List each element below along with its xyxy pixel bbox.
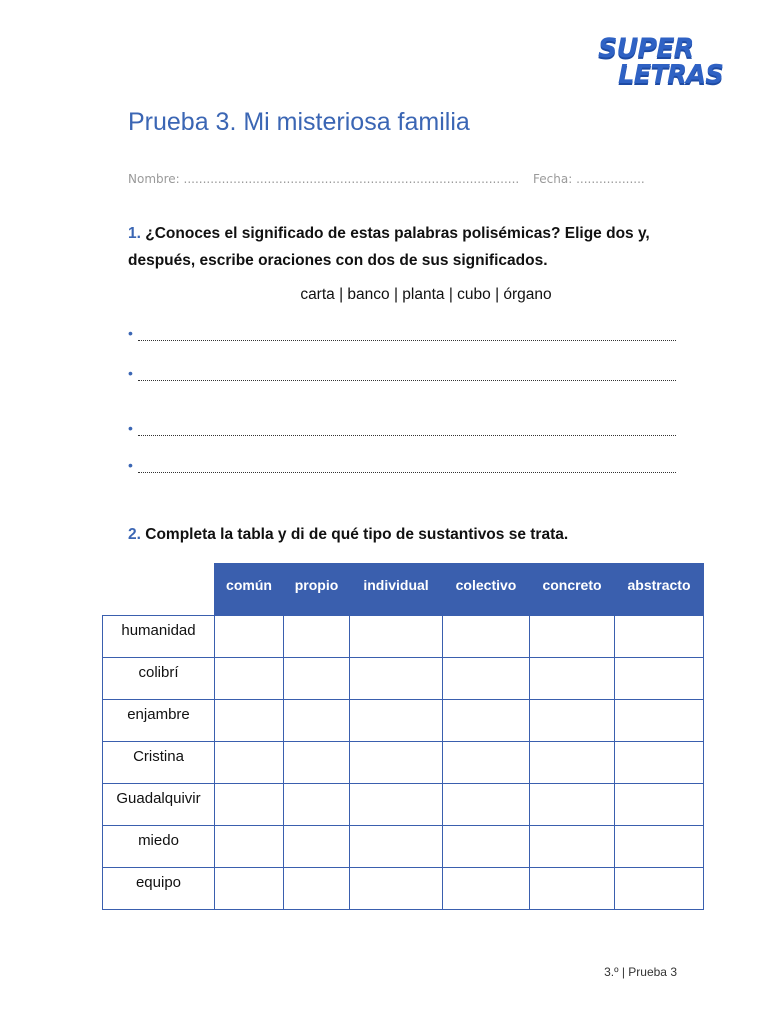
table-row	[103, 742, 704, 784]
question-1-text: ¿Conoces el significado de estas palabras polisémicas? Elige dos y, después, escribe oraciones con dos de sus significados.	[128, 225, 650, 269]
table-cell[interactable]	[530, 658, 615, 700]
header-colectivo: colectivo	[443, 564, 530, 616]
answer-line-4[interactable]	[128, 459, 676, 475]
logo-line-2: LETRAS	[618, 60, 723, 90]
table-cell[interactable]	[530, 700, 615, 742]
table-cell[interactable]	[530, 784, 615, 826]
row-label: Cristina	[103, 742, 215, 784]
header-comun: común	[215, 564, 284, 616]
question-2	[128, 521, 688, 548]
answer-line-2[interactable]	[128, 367, 676, 383]
header-blank	[103, 564, 215, 616]
table-cell[interactable]	[443, 784, 530, 826]
row-label: humanidad	[103, 616, 215, 658]
table-cell[interactable]	[615, 616, 704, 658]
table-cell[interactable]	[284, 616, 350, 658]
table-cell[interactable]	[350, 700, 443, 742]
bullet-icon: •	[128, 325, 133, 341]
table-row	[103, 658, 704, 700]
table-cell[interactable]	[350, 658, 443, 700]
row-label: enjambre	[103, 700, 215, 742]
table-row	[103, 826, 704, 868]
table-row	[103, 784, 704, 826]
table-cell[interactable]	[215, 742, 284, 784]
table-cell[interactable]	[443, 868, 530, 910]
table-cell[interactable]	[350, 826, 443, 868]
table-cell[interactable]	[530, 826, 615, 868]
question-2-number: 2.	[128, 526, 141, 543]
table-cell[interactable]	[284, 784, 350, 826]
bullet-icon: •	[128, 420, 133, 436]
bullet-icon: •	[128, 365, 133, 381]
row-label: Guadalquivir	[103, 784, 215, 826]
table-cell[interactable]	[443, 616, 530, 658]
table-cell[interactable]	[615, 826, 704, 868]
table-row	[103, 868, 704, 910]
noun-classification-table	[102, 563, 704, 910]
table-cell[interactable]	[530, 868, 615, 910]
table-cell[interactable]	[443, 658, 530, 700]
bullet-icon: •	[128, 457, 133, 473]
page-title: Prueba 3. Mi misteriosa familia	[128, 108, 470, 136]
table-cell[interactable]	[215, 826, 284, 868]
table-cell[interactable]	[615, 784, 704, 826]
question-2-text: Completa la tabla y di de qué tipo de sustantivos se trata.	[145, 526, 569, 543]
table-cell[interactable]	[215, 784, 284, 826]
table-cell[interactable]	[530, 616, 615, 658]
table-row	[103, 700, 704, 742]
row-label: equipo	[103, 868, 215, 910]
table-cell[interactable]	[284, 658, 350, 700]
question-1-number: 1.	[128, 225, 141, 242]
answer-line-3[interactable]	[128, 422, 676, 438]
header-concreto: concreto	[530, 564, 615, 616]
header-propio: propio	[284, 564, 350, 616]
table-cell[interactable]	[350, 868, 443, 910]
table-cell[interactable]	[284, 826, 350, 868]
table-cell[interactable]	[615, 658, 704, 700]
header-abstracto: abstracto	[615, 564, 704, 616]
table-cell[interactable]	[443, 700, 530, 742]
answer-line-1[interactable]	[128, 327, 676, 343]
question-1	[128, 220, 688, 274]
student-info	[128, 172, 645, 186]
superletras-logo	[598, 33, 723, 94]
table-header-row	[103, 564, 704, 616]
row-label: miedo	[103, 826, 215, 868]
page-footer: 3.º | Prueba 3	[604, 965, 677, 979]
name-field[interactable]: Nombre: ........................................................................................	[128, 172, 520, 186]
table-cell[interactable]	[215, 700, 284, 742]
table-cell[interactable]	[615, 868, 704, 910]
logo-line-1: SUPER	[598, 33, 694, 64]
header-individual: individual	[350, 564, 443, 616]
table-cell[interactable]	[215, 616, 284, 658]
table-cell[interactable]	[530, 742, 615, 784]
table-cell[interactable]	[350, 742, 443, 784]
polysemic-words: carta | banco | planta | cubo | órgano	[300, 286, 552, 303]
table-cell[interactable]	[443, 826, 530, 868]
table-cell[interactable]	[615, 700, 704, 742]
table-cell[interactable]	[443, 742, 530, 784]
table-cell[interactable]	[350, 784, 443, 826]
table-cell[interactable]	[284, 868, 350, 910]
table-row	[103, 616, 704, 658]
table-cell[interactable]	[284, 742, 350, 784]
table-cell[interactable]	[615, 742, 704, 784]
table-cell[interactable]	[284, 700, 350, 742]
table-cell[interactable]	[215, 868, 284, 910]
date-field[interactable]: Fecha: ..................	[533, 172, 645, 186]
row-label: colibrí	[103, 658, 215, 700]
table-cell[interactable]	[215, 658, 284, 700]
table-cell[interactable]	[350, 616, 443, 658]
